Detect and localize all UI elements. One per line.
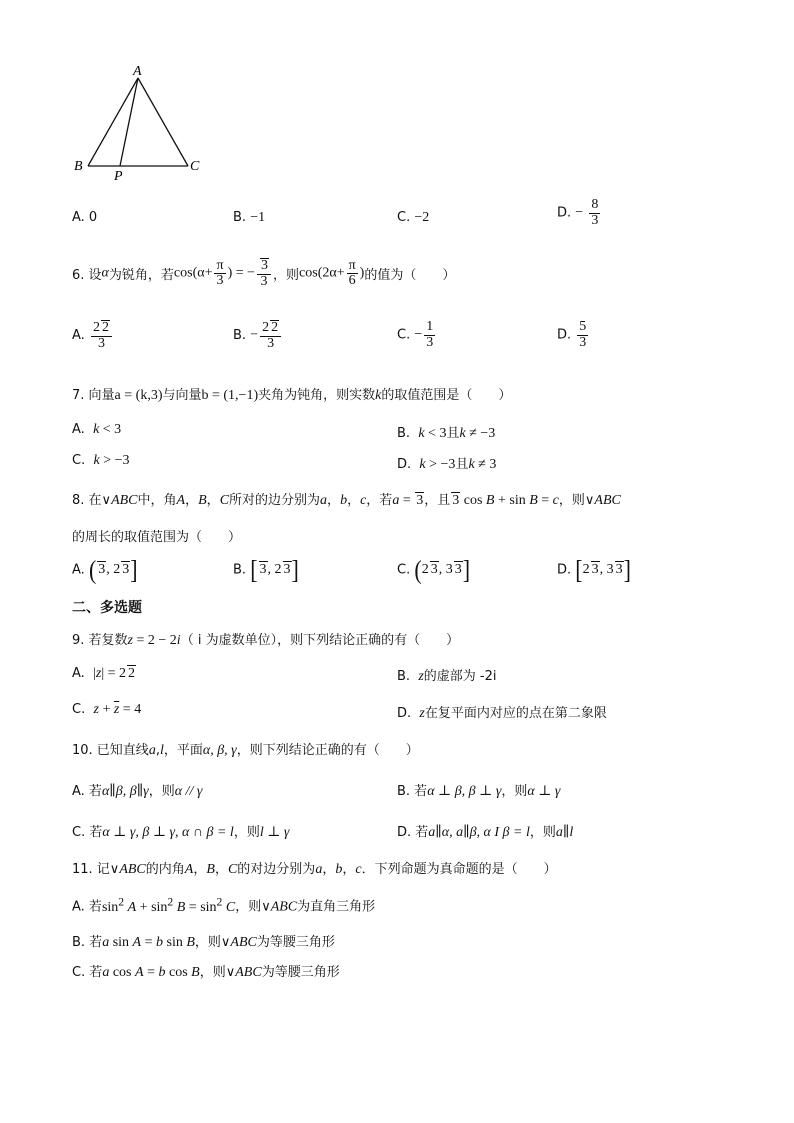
q10-option-d[interactable]: D. 若a∥α, a∥β, α I β = l，则a∥l (397, 825, 574, 840)
q5-option-c[interactable]: C. −2 (397, 210, 430, 225)
q8-option-d[interactable]: D. [2 3, 3 3] (557, 554, 631, 585)
q9-option-d[interactable]: D. z在复平面内对应的点在第二象限 (397, 706, 607, 721)
q9-option-b[interactable]: B. z的虚部为 -2i (397, 669, 497, 684)
q8-option-b[interactable]: B. [ 3, 2 3] (233, 554, 299, 585)
q9-option-a[interactable]: A. |z| = 2 2 (72, 666, 136, 681)
q6-option-b[interactable]: B. − $\frac{2 2}{3}$ (233, 320, 283, 351)
section-heading-multiple-choice: 二、多选题 (72, 600, 142, 616)
q8-option-c[interactable]: C. (2 3, 3 3] (397, 554, 471, 585)
q10-option-c[interactable]: C. 若α ⊥ γ, β ⊥ γ, α ∩ β = l，则l ⊥ γ (72, 825, 290, 840)
q6-option-d[interactable]: D. $\frac{5}{3}$ (557, 319, 587, 350)
q6-option-c[interactable]: C. − $\frac{1}{3}$ (397, 319, 434, 350)
q5-option-b[interactable]: B. −1 (233, 210, 266, 225)
q7-option-d[interactable]: D. k > −3且k ≠ 3 (397, 457, 497, 472)
q7-option-a[interactable]: A. k < 3 (72, 422, 122, 437)
q11-option-a[interactable]: A. 若$\sin^2 A + \sin^2 B = \sin^2 C$，则∨ABC为直角三角形 (72, 895, 376, 915)
q6-stem: 6. 设α为锐角，若cos(α+ $\frac{\pi}{3}$ ) = − $\frac{3}{3}$ ，则cos(2α+ $\frac{\pi}{6}$ )的值为（ ） (72, 257, 456, 289)
q7-option-c[interactable]: C. k > −3 (72, 453, 130, 468)
q11-option-c[interactable]: C. 若a cos A = b cos B，则∨ABC为等腰三角形 (72, 965, 340, 980)
q7-stem: 7. 向量a = (k,3)与向量b = (1,−1)夹角为钝角，则实数k的取值范围是（ ） (72, 388, 512, 403)
q10-option-b[interactable]: B. 若α ⊥ β, β ⊥ γ，则α ⊥ γ (397, 784, 561, 799)
q11-stem: 11. 记∨ABC的内角A，B，C的对边分别为a，b，c．下列命题为真命题的是（ ） (72, 862, 557, 877)
q8-option-a[interactable]: A. ( 3, 2 3] (72, 554, 138, 585)
vertex-label-c: C (190, 159, 200, 174)
q9-option-c[interactable]: C. $z + \overline{z} = 4$ (72, 702, 142, 717)
triangle-figure (60, 58, 210, 184)
q5-option-a[interactable]: A. 0 (72, 210, 98, 225)
point-label-p: P (114, 169, 123, 184)
q8-stem: 8. 在∨ABC中，角A，B，C所对的边分别为a，b，c，若a = 3，且 3 cos B + sin B = c，则∨ABC (72, 493, 621, 508)
q5-option-d[interactable]: D. − $\frac{8}{3}$ (557, 197, 599, 228)
vertex-label-b: B (74, 159, 83, 174)
vertex-label-a: A (133, 64, 142, 79)
q8-stem-line2: 的周长的取值范围为（ ） (72, 530, 242, 545)
q6-option-a[interactable]: A. $\frac{2 2}{3}$ (72, 320, 114, 351)
q9-stem: 9. 若复数z = 2 − 2i（ i 为虚数单位），则下列结论正确的有（ ） (72, 633, 460, 648)
q10-option-a[interactable]: A. 若α∥β, β∥γ，则α // γ (72, 784, 203, 799)
q7-option-b[interactable]: B. k < 3且k ≠ −3 (397, 426, 496, 441)
q11-option-b[interactable]: B. 若a sin A = b sin B，则∨ABC为等腰三角形 (72, 935, 335, 950)
q10-stem: 10. 已知直线a,l，平面α, β, γ，则下列结论正确的有（ ） (72, 743, 419, 758)
